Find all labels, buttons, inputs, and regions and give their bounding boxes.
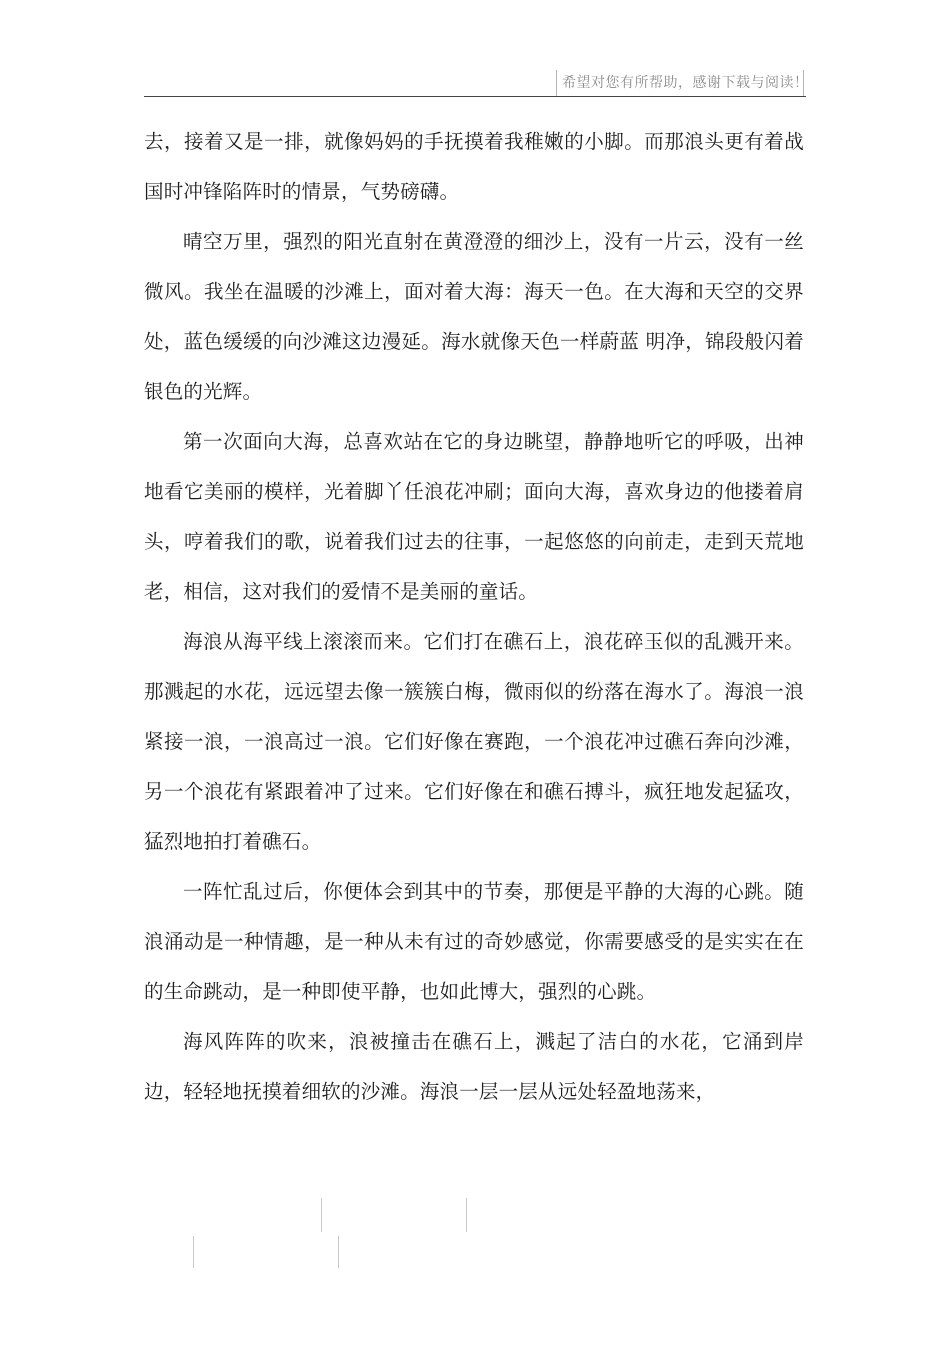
- header-note: 希望对您有所帮助，感谢下载与阅读！: [562, 75, 809, 91]
- paragraph-6: 海风阵阵的吹来，浪被撞击在礁石上，溅起了洁白的水花，它涌到岸边，轻轻地抚摸着细软的沙滩。海浪一层一层从远处轻盈地荡来，: [144, 1030, 804, 1103]
- header-rule: [144, 96, 806, 97]
- footer-mark: [321, 1198, 322, 1232]
- document-body: [144, 117, 804, 1117]
- footer-mark: [338, 1236, 339, 1268]
- paragraph-3: 第一次面向大海，总喜欢站在它的身边眺望，静静地听它的呼吸，出神地看它美丽的模样，光着脚丫任浪花冲刷；面向大海，喜欢身边的他搂着肩头，哼着我们的歌，说着我们过去的往事，一起悠悠的向前走，走到天荒地老，相信，这对我们的爱情不是美丽的童话。: [144, 430, 804, 603]
- footer-mark: [466, 1198, 467, 1232]
- paragraph-5: 一阵忙乱过后，你便体会到其中的节奏，那便是平静的大海的心跳。随浪涌动是一种情趣，是一种从未有过的奇妙感觉，你需要感受的是实实在在的生命跳动，是一种即使平静，也如此博大，强烈的心跳。: [144, 880, 804, 1003]
- paragraph-1: 去，接着又是一排，就像妈妈的手抚摸着我稚嫩的小脚。而那浪头更有着战国时冲锋陷阵时的情景，气势磅礴。: [144, 130, 804, 203]
- paragraph-4: 海浪从海平线上滚滚而来。它们打在礁石上，浪花碎玉似的乱溅开来。那溅起的水花，远远望去像一簇簇白梅，微雨似的纷落在海水了。海浪一浪紧接一浪，一浪高过一浪。它们好像在赛跑，一个浪花冲过礁石奔向沙滩，另一个浪花有紧跟着冲了过来。它们好像在和礁石搏斗，疯狂地发起猛攻，猛烈地拍打着礁石。: [144, 630, 804, 853]
- footer-mark: [193, 1236, 194, 1268]
- paragraph-2: 晴空万里，强烈的阳光直射在黄澄澄的细沙上，没有一片云，没有一丝微风。我坐在温暖的沙滩上，面对着大海：海天一色。在大海和天空的交界处，蓝色缓缓的向沙滩这边漫延。海水就像天色一样蔚蓝 明净，锦段般闪着银色的光辉。: [144, 230, 804, 403]
